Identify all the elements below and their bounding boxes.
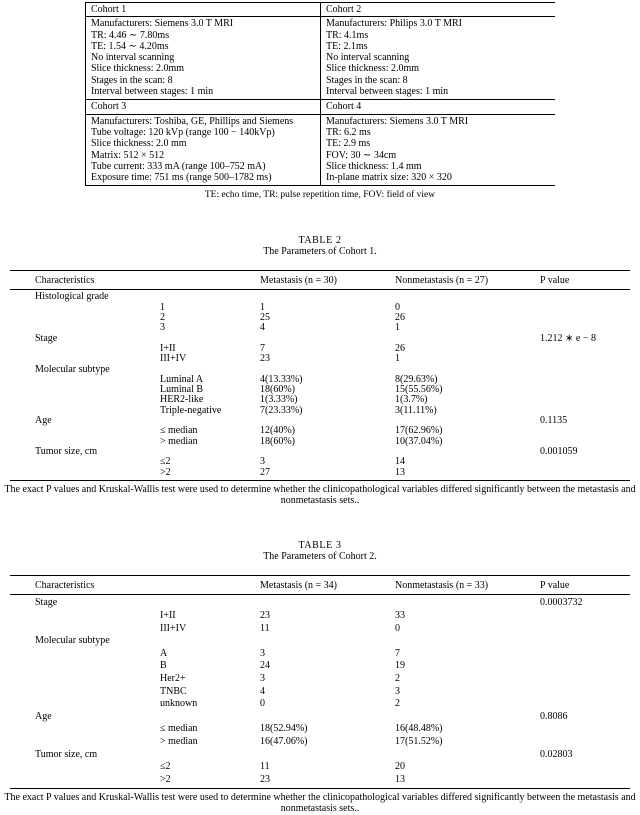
table-cell: 0.001059: [540, 445, 578, 457]
table-cell: Tumor size, cm: [35, 748, 98, 760]
column-header-characteristics: Characteristics: [10, 576, 160, 595]
table-cell: Luminal A: [160, 373, 204, 385]
table-cell: 17(51.52%): [395, 735, 443, 747]
parameter-line: Manufacturers: Philips 3.0 T MRI: [326, 18, 463, 30]
table-cell: [260, 749, 395, 762]
parameter-line: Slice thickness: 1.4 mm: [326, 160, 422, 172]
table-cell: [160, 749, 260, 762]
table-cell: [10, 303, 160, 313]
table-cell: 4(13.33%): [260, 373, 303, 385]
table-row: [10, 660, 630, 673]
table-cell: [10, 761, 160, 774]
table-cell: >2: [160, 773, 171, 785]
table-header-row: [10, 271, 630, 290]
table-cell: 0.1135: [540, 415, 568, 427]
table-cell: Tumor size, cm: [35, 445, 98, 457]
table-cell: [540, 723, 630, 736]
table-cell: [540, 635, 630, 648]
table-cell: 0: [260, 698, 265, 710]
table-cell: 14: [395, 456, 405, 468]
cohort-2-title: Cohort 2: [320, 3, 555, 16]
table-cell: 23: [260, 609, 270, 621]
table-row: [10, 749, 630, 762]
table-cell: [10, 686, 160, 699]
table-cell: 15(55.56%): [395, 384, 443, 396]
table-cell: 33: [395, 609, 405, 621]
table-row: [10, 723, 630, 736]
table-cell: 18(52.94%): [260, 723, 308, 735]
column-header-pvalue: P value: [540, 576, 630, 595]
table-cell: [540, 395, 630, 405]
parameter-line: TE: 2.1ms: [326, 40, 368, 52]
table-cell: 1: [160, 301, 165, 313]
table-cell: Luminal B: [160, 384, 204, 396]
table-cell: unknown: [160, 698, 198, 710]
cohort-1-parameters: [85, 17, 320, 99]
table-row: [10, 354, 630, 364]
table-cell: ≤2: [160, 456, 171, 468]
table-row: [10, 385, 630, 395]
table-cell: [260, 635, 395, 648]
table-cell: [160, 290, 260, 303]
table-row: [10, 698, 630, 711]
table-cell: 26: [395, 342, 405, 354]
table-row: [10, 673, 630, 686]
table-cell: [540, 375, 630, 385]
table-row: [10, 365, 630, 375]
column-header-metastasis: Metastasis (n = 30): [260, 271, 395, 290]
table-cell: 1(3.7%): [395, 394, 428, 406]
table-cell: 17(62.96%): [395, 425, 443, 437]
table-row: [10, 610, 630, 623]
table-cell: 10(37.04%): [395, 435, 443, 447]
table-cell: 0.8086: [540, 710, 568, 722]
table-cell: [540, 673, 630, 686]
table-cell: [395, 711, 540, 724]
table-cell: ≤ median: [160, 425, 198, 437]
parameter-line: Manufacturers: Siemens 3.0 T MRI: [326, 115, 469, 127]
table-cell: [10, 354, 160, 364]
table-cell: Stage: [35, 597, 58, 609]
table-cell: A: [160, 647, 168, 659]
table-cell: [540, 426, 630, 436]
table2-caption: The Parameters of Cohort 1.: [263, 246, 377, 258]
table-row: [10, 648, 630, 661]
table-cell: I+II: [160, 342, 176, 354]
parameter-line: No interval scanning: [91, 52, 175, 64]
table-cell: [540, 698, 630, 711]
table-row: [10, 457, 630, 467]
table-cell: [540, 365, 630, 375]
table-row: [10, 395, 630, 405]
table-cell: III+IV: [160, 353, 187, 365]
table-cell: 4: [260, 685, 265, 697]
table-row: [10, 290, 630, 303]
table-row: [10, 334, 630, 344]
parameter-line: TE: 1.54 ∼ 4.20ms: [91, 40, 169, 52]
table-cell: [540, 610, 630, 623]
cohort-2-parameters: [320, 17, 555, 99]
table-cell: [540, 468, 630, 481]
table-cell: [540, 736, 630, 749]
column-header-nonmetastasis: Nonmetastasis (n = 33): [395, 576, 540, 595]
parameter-line: TR: 4.1ms: [326, 29, 369, 41]
table-row: [10, 303, 630, 313]
table-row: [10, 595, 630, 610]
table-cell: 1: [395, 322, 400, 334]
table-cell: 20: [395, 761, 405, 773]
table3-caption: The Parameters of Cohort 2.: [263, 551, 377, 563]
table-cell: ≤2: [160, 761, 171, 773]
parameter-line: FOV: 30 ∼ 34cm: [326, 149, 397, 161]
table-cell: [540, 344, 630, 354]
table-cell: Age: [35, 710, 52, 722]
table-row: [10, 344, 630, 354]
table-cell: 3: [395, 685, 400, 697]
table-cell: 3: [260, 456, 265, 468]
parameter-line: TR: 6.2 ms: [326, 126, 371, 138]
table-cell: Stage: [35, 332, 58, 344]
table-cell: [160, 447, 260, 457]
table-cell: 24: [260, 660, 270, 672]
parameter-line: Tube current: 333 mA (range 100–752 mA): [91, 160, 266, 172]
table-cell: [160, 711, 260, 724]
table-cell: I+II: [160, 609, 176, 621]
table-header-row: [10, 576, 630, 595]
table-cell: [540, 303, 630, 313]
table3-body: [10, 595, 630, 789]
table-cell: [540, 686, 630, 699]
table-cell: 18(60%): [260, 384, 295, 396]
table-cell: Triple-negative: [160, 404, 222, 416]
table-cell: [260, 334, 395, 344]
table-row: [10, 416, 630, 426]
table-cell: [160, 635, 260, 648]
cohort-4-title: Cohort 4: [320, 100, 555, 113]
table3: [10, 575, 630, 789]
table-cell: 1: [395, 353, 400, 365]
cohort-body-row-1: [85, 17, 555, 100]
table-row: [10, 774, 630, 789]
table-cell: [10, 698, 160, 711]
table-cell: [160, 595, 260, 610]
table-cell: 0.0003732: [540, 597, 583, 609]
parameter-line: Interval between stages: 1 min: [91, 86, 214, 98]
table-cell: 2: [395, 698, 400, 710]
table-row: [10, 686, 630, 699]
table-cell: 3: [260, 672, 265, 684]
table-row: [10, 635, 630, 648]
table-row: [10, 323, 630, 333]
table-cell: [540, 648, 630, 661]
table-cell: ≤ median: [160, 723, 198, 735]
table-cell: [540, 354, 630, 364]
parameter-line: In-plane matrix size: 320 × 320: [326, 172, 452, 184]
parameter-line: Slice thickness: 2.0mm: [91, 63, 185, 75]
table-cell: 4: [260, 322, 265, 334]
table-cell: 26: [395, 312, 405, 324]
table-cell: [540, 290, 630, 303]
table-cell: [395, 749, 540, 762]
table-cell: [10, 723, 160, 736]
table-cell: 1: [260, 301, 265, 313]
column-header-subcategory: [160, 576, 260, 595]
parameter-line: Tube voltage: 120 kVp (range 100 − 140kVp): [91, 126, 275, 138]
table-cell: 23: [260, 773, 270, 785]
column-header-subcategory: [160, 271, 260, 290]
parameter-line: Slice thickness: 2.0mm: [326, 63, 420, 75]
table-cell: [10, 774, 160, 789]
table-cell: [540, 761, 630, 774]
table-cell: [540, 457, 630, 467]
table-row: [10, 468, 630, 481]
table-cell: 0: [395, 301, 400, 313]
table-cell: 12(40%): [260, 425, 295, 437]
table-cell: Histological grade: [35, 291, 109, 303]
table-row: [10, 406, 630, 416]
table-cell: Molecular subtype: [35, 635, 110, 647]
table-cell: [10, 660, 160, 673]
table-cell: 7: [260, 342, 265, 354]
table-cell: [540, 313, 630, 323]
parameter-line: Matrix: 512 × 512: [91, 149, 165, 161]
table3-header: [10, 576, 630, 595]
column-header-pvalue: P value: [540, 271, 630, 290]
cohort-header-row-1: [85, 3, 555, 17]
table2-body: [10, 290, 630, 480]
parameter-line: No interval scanning: [326, 52, 410, 64]
table-cell: HER2-like: [160, 394, 204, 406]
table-cell: [10, 406, 160, 416]
parameter-line: Stages in the scan: 8: [91, 74, 173, 86]
table-cell: [10, 468, 160, 481]
column-header-nonmetastasis: Nonmetastasis (n = 27): [395, 271, 540, 290]
table-cell: Molecular subtype: [35, 363, 110, 375]
table-cell: 27: [260, 466, 270, 478]
table-cell: [395, 635, 540, 648]
table-cell: [10, 457, 160, 467]
table-cell: 13: [395, 466, 405, 478]
cohort-3-parameters: [85, 115, 320, 186]
table-cell: [540, 660, 630, 673]
table2: [10, 270, 630, 480]
table-cell: 25: [260, 312, 270, 324]
column-header-metastasis: Metastasis (n = 34): [260, 576, 395, 595]
parameter-line: Slice thickness: 2.0 mm: [91, 138, 187, 150]
table-row: [10, 761, 630, 774]
table-cell: 13: [395, 773, 405, 785]
table-cell: [395, 334, 540, 344]
table-row: [10, 736, 630, 749]
table-cell: 11: [260, 761, 270, 773]
cohort-body-row-2: [85, 115, 555, 187]
table-cell: 11: [260, 622, 270, 634]
table-cell: > median: [160, 735, 198, 747]
table-row: [10, 711, 630, 724]
table-cell: B: [160, 660, 167, 672]
table-cell: [10, 648, 160, 661]
parameter-line: TR: 4.46 ∼ 7.80ms: [91, 29, 170, 41]
table-cell: 23: [260, 353, 270, 365]
table2-label: TABLE 2: [298, 235, 342, 247]
table-row: [10, 426, 630, 436]
table-cell: [10, 344, 160, 354]
table-cell: [260, 595, 395, 610]
table-cell: [10, 323, 160, 333]
table-cell: [10, 610, 160, 623]
table-cell: [540, 385, 630, 395]
abbreviation-note: TE: echo time, TR: pulse repetition time, FOV: field of view: [204, 190, 436, 201]
table-cell: >2: [160, 466, 171, 478]
table-cell: 2: [395, 672, 400, 684]
table-cell: [10, 736, 160, 749]
table-cell: [10, 395, 160, 405]
table-row: [10, 623, 630, 636]
parameter-line: TE: 2.9 ms: [326, 138, 371, 150]
table-cell: 7: [395, 647, 400, 659]
table-cell: 0: [395, 622, 400, 634]
table-cell: [260, 711, 395, 724]
table-cell: 8(29.63%): [395, 373, 438, 385]
table-cell: 3: [260, 647, 265, 659]
table-cell: 7(23.33%): [260, 404, 303, 416]
table-cell: Her2+: [160, 672, 186, 684]
table-cell: 18(60%): [260, 435, 295, 447]
table-cell: 2: [160, 312, 165, 324]
cohort-1-title: Cohort 1: [85, 3, 320, 16]
cohort-header-row-2: [85, 100, 555, 114]
table3-footnote: The exact P values and Kruskal-Wallis test were used to determine whether the clinicopathological variables differed significantly between the metastasis and nonmetastasis sets..: [4, 792, 636, 815]
cohort-3-title: Cohort 3: [85, 100, 320, 113]
table-cell: TNBC: [160, 685, 187, 697]
table3-label: TABLE 3: [298, 540, 342, 552]
table-cell: 1.212 ∗ e − 8: [540, 332, 596, 344]
table-cell: 1(3.33%): [260, 394, 298, 406]
parameter-line: Exposure time: 751 ms (range 500–1782 ms): [91, 172, 272, 184]
table-cell: [260, 447, 395, 457]
table-cell: > median: [160, 435, 198, 447]
paper-page: [0, 2, 640, 815]
table2-footnote: The exact P values and Kruskal-Wallis test were used to determine whether the clinicopathological variables differed significantly between the metastasis and nonmetastasis sets..: [4, 483, 636, 506]
table-cell: [395, 290, 540, 303]
cohort-4-parameters: [320, 115, 555, 186]
table-cell: 0.02803: [540, 748, 573, 760]
table-cell: [10, 673, 160, 686]
parameter-line: Manufacturers: Toshiba, GE, Phillips and Siemens: [91, 115, 294, 127]
table-row: [10, 447, 630, 457]
table-row: [10, 437, 630, 447]
table-cell: 16(48.48%): [395, 723, 443, 735]
table-cell: III+IV: [160, 622, 187, 634]
column-header-characteristics: Characteristics: [10, 271, 160, 290]
table-cell: 3(11.11%): [395, 404, 437, 416]
table2-header: [10, 271, 630, 290]
table-cell: [395, 447, 540, 457]
table-cell: [10, 313, 160, 323]
table-cell: Age: [35, 415, 52, 427]
table-row: [10, 313, 630, 323]
parameter-line: Manufacturers: Siemens 3.0 T MRI: [91, 18, 234, 30]
table-cell: [10, 375, 160, 385]
table-row: [10, 375, 630, 385]
table-cell: [260, 290, 395, 303]
table-cell: 19: [395, 660, 405, 672]
table-cell: [540, 774, 630, 789]
table-cell: [10, 385, 160, 395]
cohort-parameters-table: [85, 2, 555, 186]
table-cell: [395, 595, 540, 610]
table-cell: [540, 623, 630, 636]
parameter-line: Stages in the scan: 8: [326, 74, 408, 86]
table-cell: [10, 426, 160, 436]
parameter-line: Interval between stages: 1 min: [326, 86, 449, 98]
table-cell: [10, 623, 160, 636]
table-cell: 3: [160, 322, 165, 334]
table-cell: 16(47.06%): [260, 735, 308, 747]
